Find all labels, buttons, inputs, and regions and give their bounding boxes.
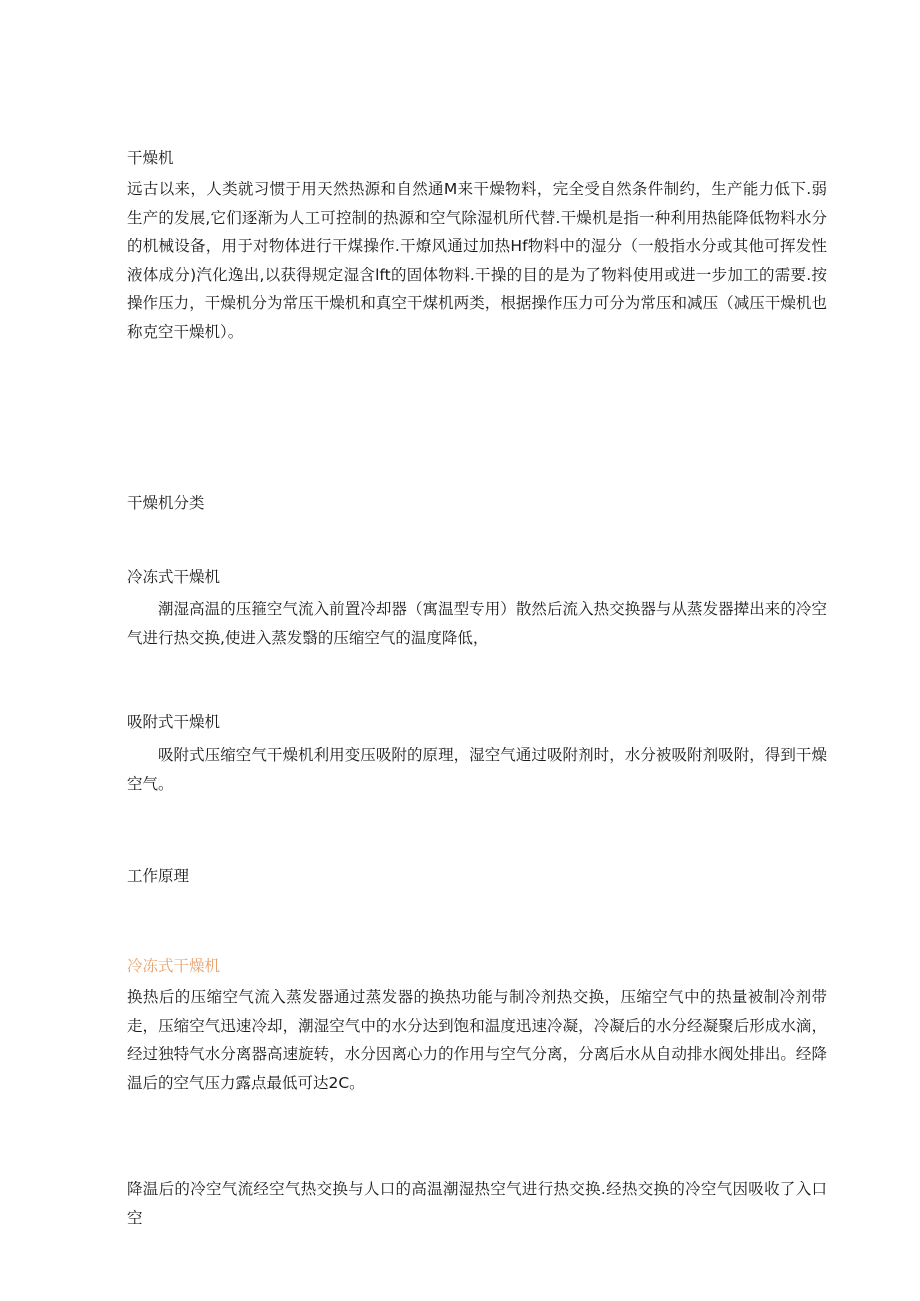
page-title: 干燥机 bbox=[127, 149, 174, 167]
adsorption-dryer-text: 吸附式压缩空气干燥机利用变压吸附的原理，湿空气通过吸附剂时，水分被吸附剂吸附，得到干燥空气。 bbox=[127, 746, 827, 793]
principle-refrigerated-subheading: 冷冻式干燥机 bbox=[127, 957, 221, 975]
adsorption-dryer-paragraph bbox=[127, 741, 827, 798]
refrigerated-dryer-text: 潮湿高温的压箍空气流入前置冷却器（寓温型专用）散然后流入热交换器与从蒸发器撵出来的冷空气进行热交换,使进入蒸发翳的压缩空气的温度降低， bbox=[127, 600, 827, 647]
intro-paragraph bbox=[127, 175, 827, 346]
principle-paragraph bbox=[127, 983, 827, 1097]
intro-text: 远古以来，人类就习惯于用天然热源和自然通M来干燥物料，完全受自然条件制约，生产能力低下.弱生产的发展,它们逐渐为人工可控制的热源和空气除湿机所代替.干燥机是指一种利用热能降低物料水分的机械设备，用于对物体进行干煤操作.干燎风通过加热Hf物料中的湿分（一般指水分或其他可挥发性液体成分)汽化逸出,以获得规定湿含lft的固体物料.干操的目的是为了物料使用或进一步加工的需要.按操作压力，干燥机分为常压干燥机和真空干煤机两类，根据操作压力可分为常压和减压（减压干燥机也称克空干燥机）。 bbox=[127, 180, 827, 341]
refrigerated-dryer-heading: 冷冻式干燥机 bbox=[127, 568, 221, 586]
principle-text: 换热后的压缩空气流入蒸发器通过蒸发器的换热功能与制冷剂热交换，压缩空气中的热量被制冷剂带走，压缩空气迅速冷却，潮湿空气中的水分达到饱和温度迅速冷凝，冷凝后的水分经凝聚后形成水滴，经过独特气水分离器高速旋转，水分因离心力的作用与空气分离，分离后水从自动排水阀处排出。经降温后的空气压力露点最低可达2C。 bbox=[127, 988, 827, 1092]
refrigerated-dryer-paragraph bbox=[127, 595, 827, 652]
adsorption-dryer-heading: 吸附式干燥机 bbox=[127, 713, 221, 731]
classification-heading: 干燥机分类 bbox=[127, 494, 205, 512]
cooling-text: 降温后的冷空气流经空气热交换与人口的高温潮湿热空气进行热交换.经热交换的冷空气因吸收了入口空 bbox=[127, 1180, 827, 1227]
cooling-paragraph bbox=[127, 1175, 827, 1232]
working-principle-heading: 工作原理 bbox=[127, 867, 190, 885]
